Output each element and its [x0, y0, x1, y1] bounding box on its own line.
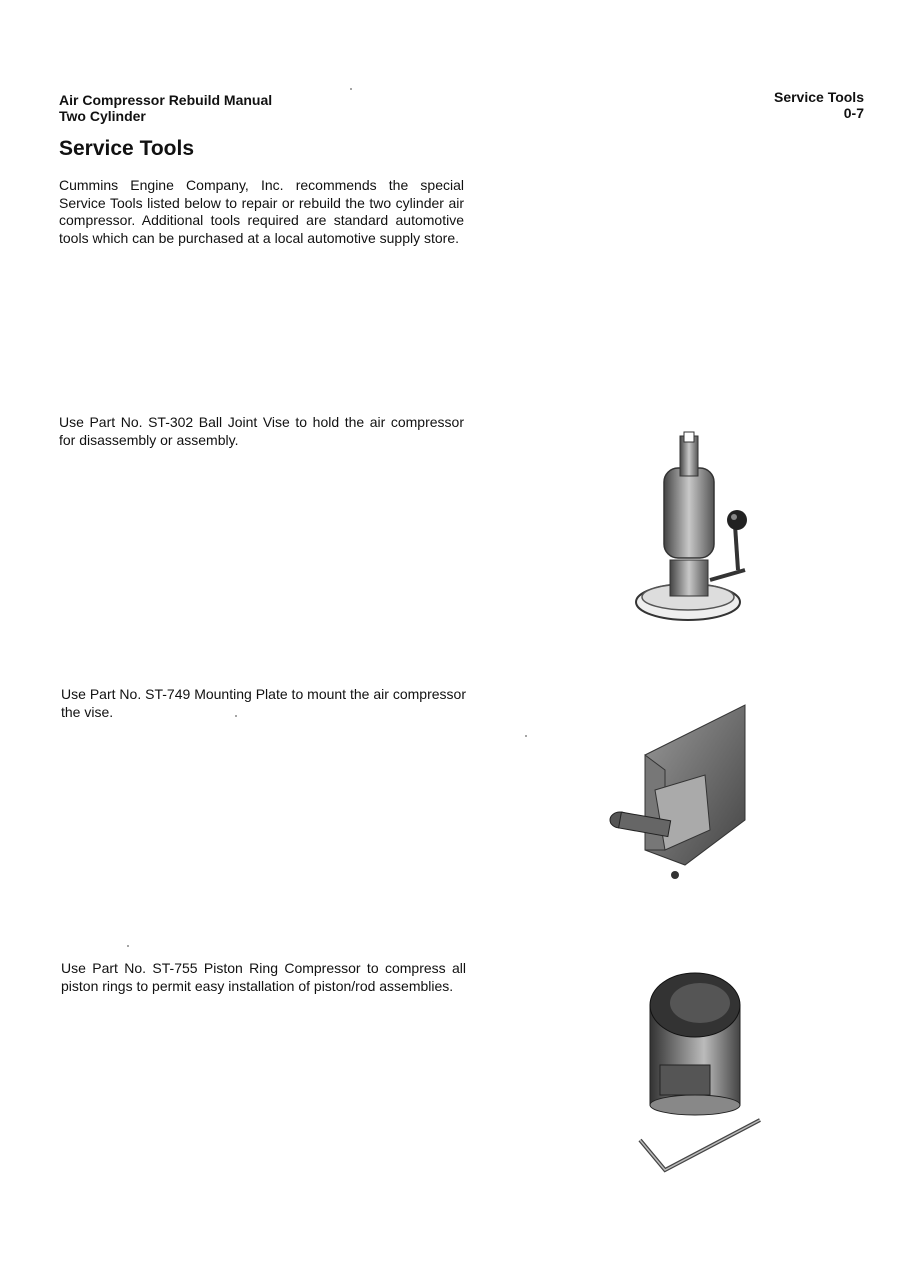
page-number: 0-7 [843, 105, 864, 121]
tool-description-st-302: Use Part No. ST-302 Ball Joint Vise to hold the air compressor for disassembly or assembly. [59, 414, 464, 448]
piston-ring-compressor-photo [625, 965, 775, 1185]
mounting-plate-photo [595, 700, 775, 890]
tool-description-st-749: Use Part No. ST-749 Mounting Plate to mount the air compressor the vise. [61, 686, 466, 720]
page-title: Service Tools [59, 137, 195, 160]
intro-paragraph: Cummins Engine Company, Inc. recommends the special Service Tools listed below to repair or rebuild the two cylinder air compressor. Additional tools required are standard automotive tools which can be purchased at a local automotive supply store. [59, 177, 464, 246]
tool-description-st-755: Use Part No. ST-755 Piston Ring Compressor to compress all piston rings to permit easy installation of piston/rod assemblies. [61, 960, 466, 994]
manual-title: Air Compressor Rebuild Manual [59, 92, 273, 108]
page-header-right [774, 89, 864, 121]
section-name: Service Tools [773, 89, 864, 105]
scan-speck [525, 735, 527, 737]
manual-subtitle: Two Cylinder [59, 108, 146, 124]
page-header-left [59, 92, 272, 124]
ball-joint-vise-photo [600, 420, 770, 655]
scan-speck [127, 945, 129, 947]
scan-speck [350, 88, 352, 90]
scan-speck [235, 715, 237, 717]
